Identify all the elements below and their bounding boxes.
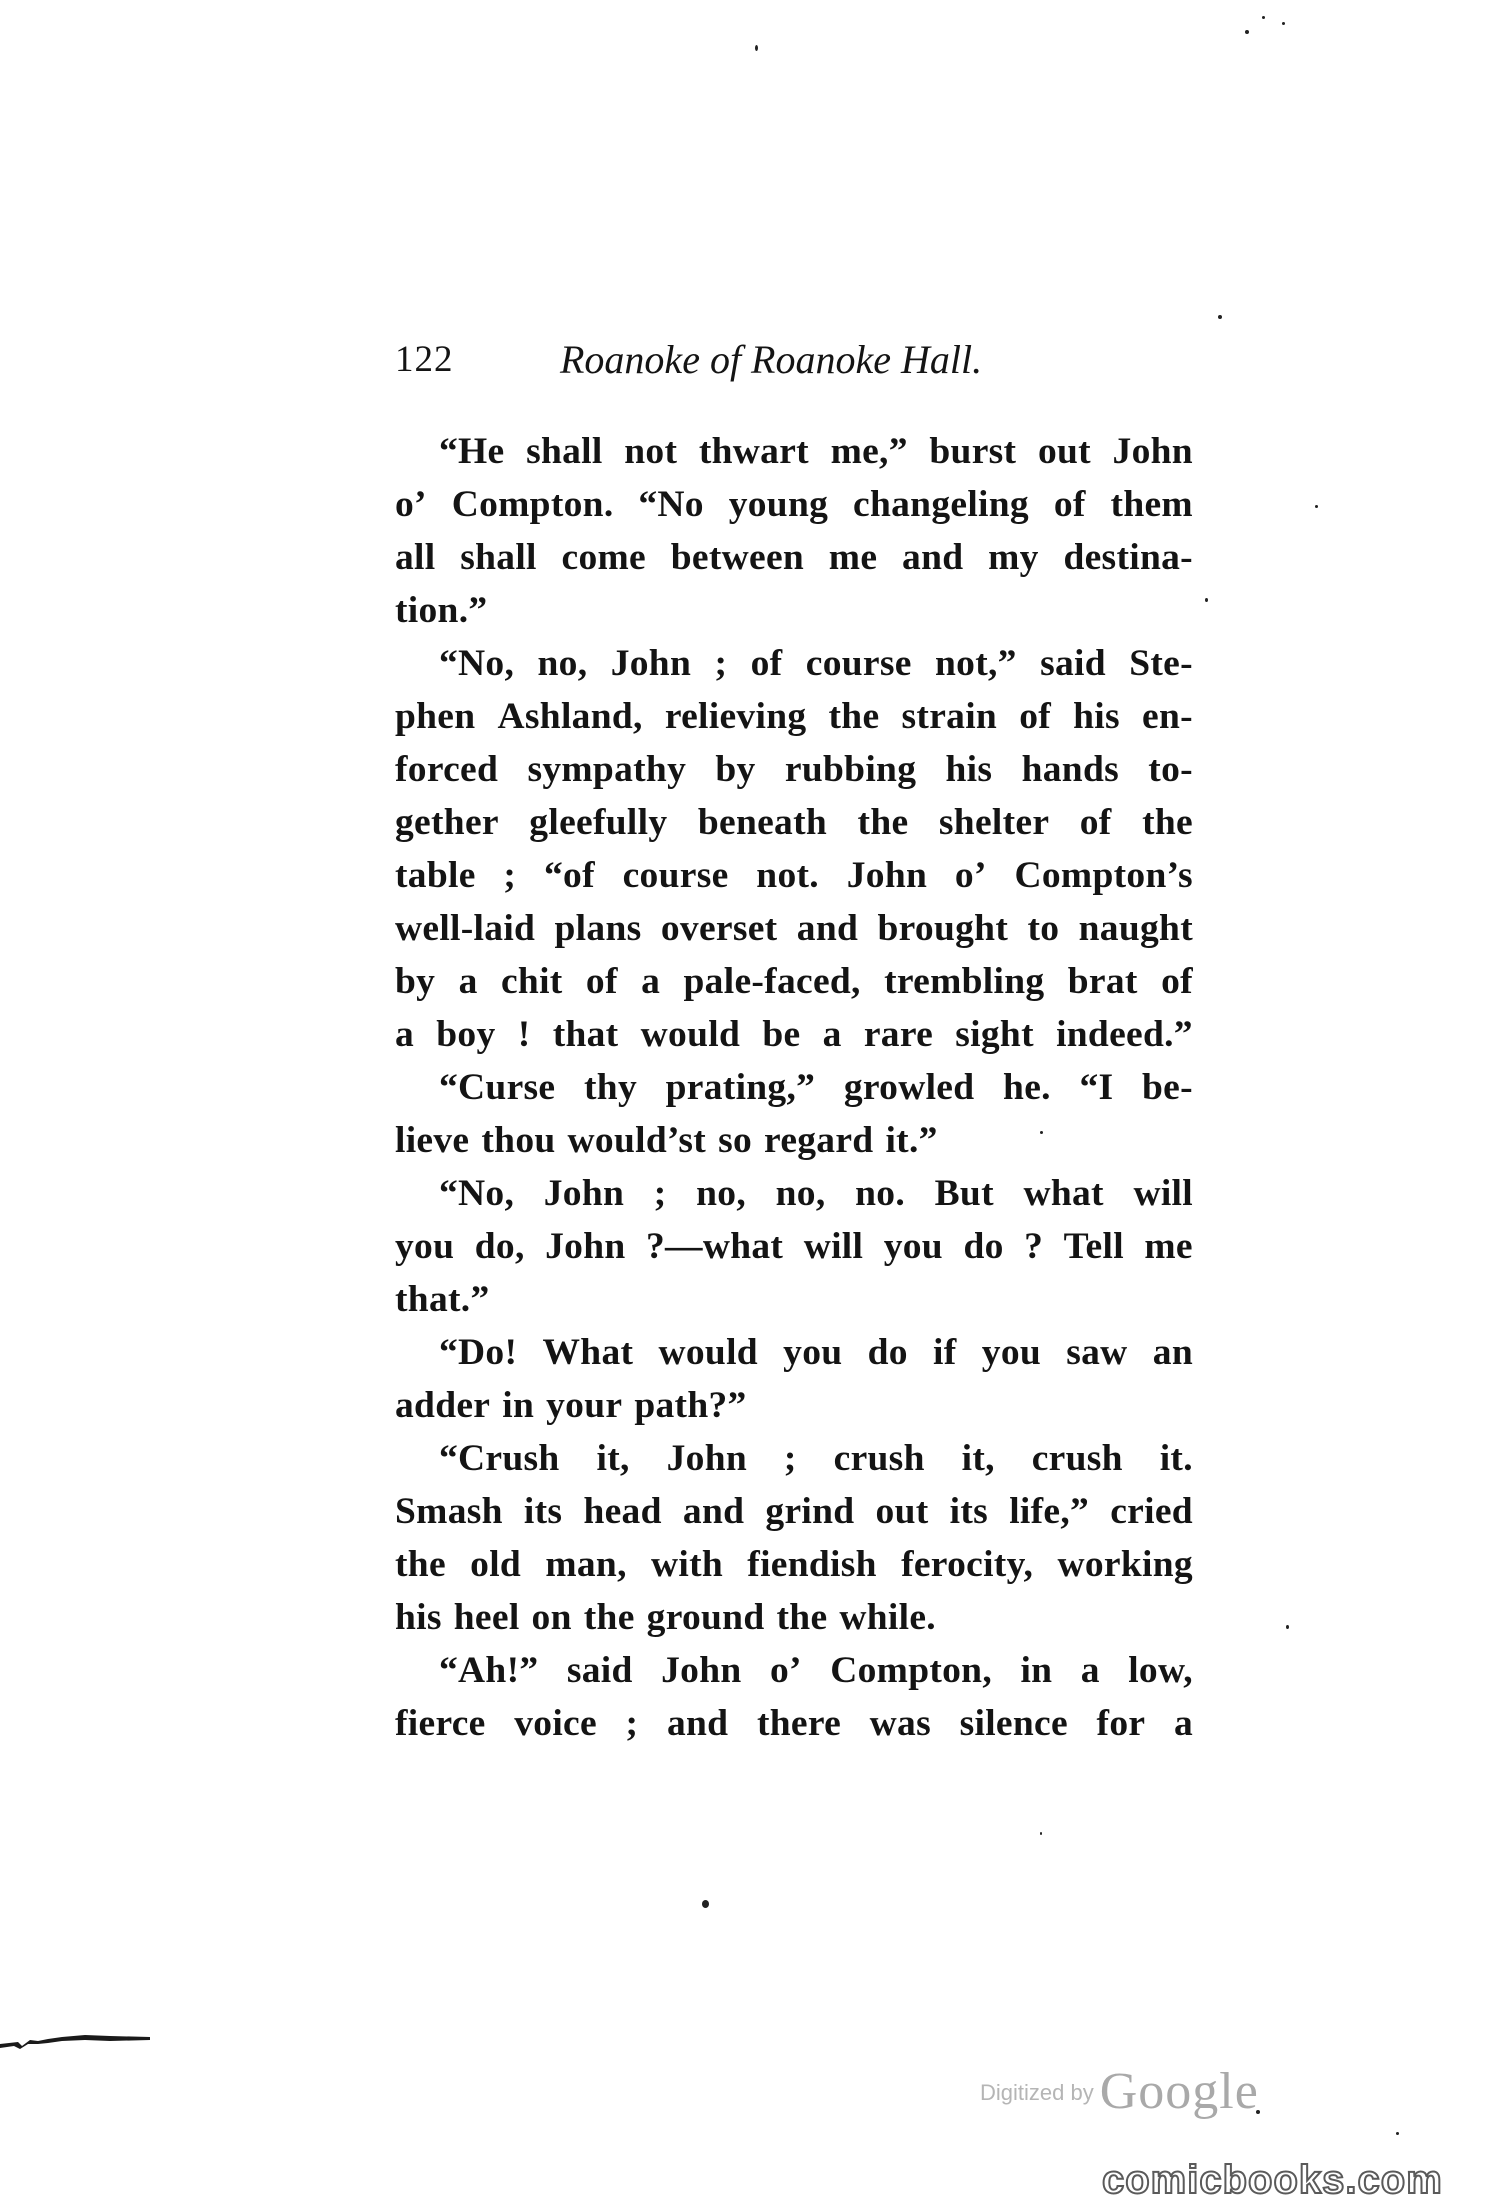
body-text xyxy=(395,425,1193,1750)
google-logo: Google xyxy=(1099,2063,1259,2120)
text-line: fierce voice ; and there was silence for a xyxy=(395,1703,1193,1744)
scan-speck xyxy=(1040,1131,1043,1134)
text-line: forced sympathy by rubbing his hands to- xyxy=(395,749,1193,790)
site-watermark: comicbooks.com xyxy=(1102,2158,1443,2202)
scan-speck xyxy=(1315,505,1318,508)
scan-edge-mark xyxy=(0,2022,160,2052)
text-line: all shall come between me and my destina- xyxy=(395,537,1193,578)
scan-speck xyxy=(1040,1832,1042,1835)
scan-speck xyxy=(1245,30,1249,34)
text-line: you do, John ?—what will you do ? Tell me xyxy=(395,1226,1193,1267)
text-line: Smash its head and grind out its life,” cried xyxy=(395,1491,1193,1532)
scan-speck xyxy=(1262,16,1265,19)
text-line: “Do! What would you do if you saw an xyxy=(439,1332,1193,1373)
text-line: adder in your path?” xyxy=(395,1385,747,1426)
scan-speck xyxy=(755,45,758,51)
text-line: his heel on the ground the while. xyxy=(395,1597,936,1638)
text-line: “No, no, John ; of course not,” said Ste- xyxy=(439,643,1193,684)
text-line: table ; “of course not. John o’ Compton’s xyxy=(395,855,1193,896)
text-line: “Ah!” said John o’ Compton, in a low, xyxy=(439,1650,1193,1691)
text-line: “No, John ; no, no, no. But what will xyxy=(439,1173,1193,1214)
text-line: the old man, with fiendish ferocity, working xyxy=(395,1544,1193,1585)
text-line: by a chit of a pale-faced, trembling brat of xyxy=(395,961,1193,1002)
text-line: lieve thou would’st so regard it.” xyxy=(395,1120,938,1161)
digitized-by-mark xyxy=(980,2062,1259,2132)
text-line: “Curse thy prating,” growled he. “I be- xyxy=(439,1067,1193,1108)
text-line: that.” xyxy=(395,1279,490,1320)
text-line: “He shall not thwart me,” burst out John xyxy=(439,431,1193,472)
scan-speck xyxy=(1205,598,1208,602)
running-head xyxy=(395,338,1195,390)
scan-speck xyxy=(1282,22,1285,25)
scan-speck xyxy=(1286,1625,1289,1629)
text-line: well-laid plans overset and brought to naught xyxy=(395,908,1193,949)
text-line: gether gleefully beneath the shelter of the xyxy=(395,802,1193,843)
scan-speck xyxy=(1218,315,1222,319)
scan-speck xyxy=(702,1900,709,1908)
book-title: Roanoke of Roanoke Hall. xyxy=(560,337,983,382)
text-line: tion.” xyxy=(395,590,488,631)
scan-speck xyxy=(1396,2132,1399,2135)
text-line: o’ Compton. “No young changeling of them xyxy=(395,484,1193,525)
page-number: 122 xyxy=(395,339,454,380)
text-line: phen Ashland, relieving the strain of his en- xyxy=(395,696,1193,737)
text-line: “Crush it, John ; crush it, crush it. xyxy=(439,1438,1193,1479)
digitized-label: Digitized by xyxy=(980,2080,1094,2105)
text-line: a boy ! that would be a rare sight indeed.” xyxy=(395,1014,1193,1055)
